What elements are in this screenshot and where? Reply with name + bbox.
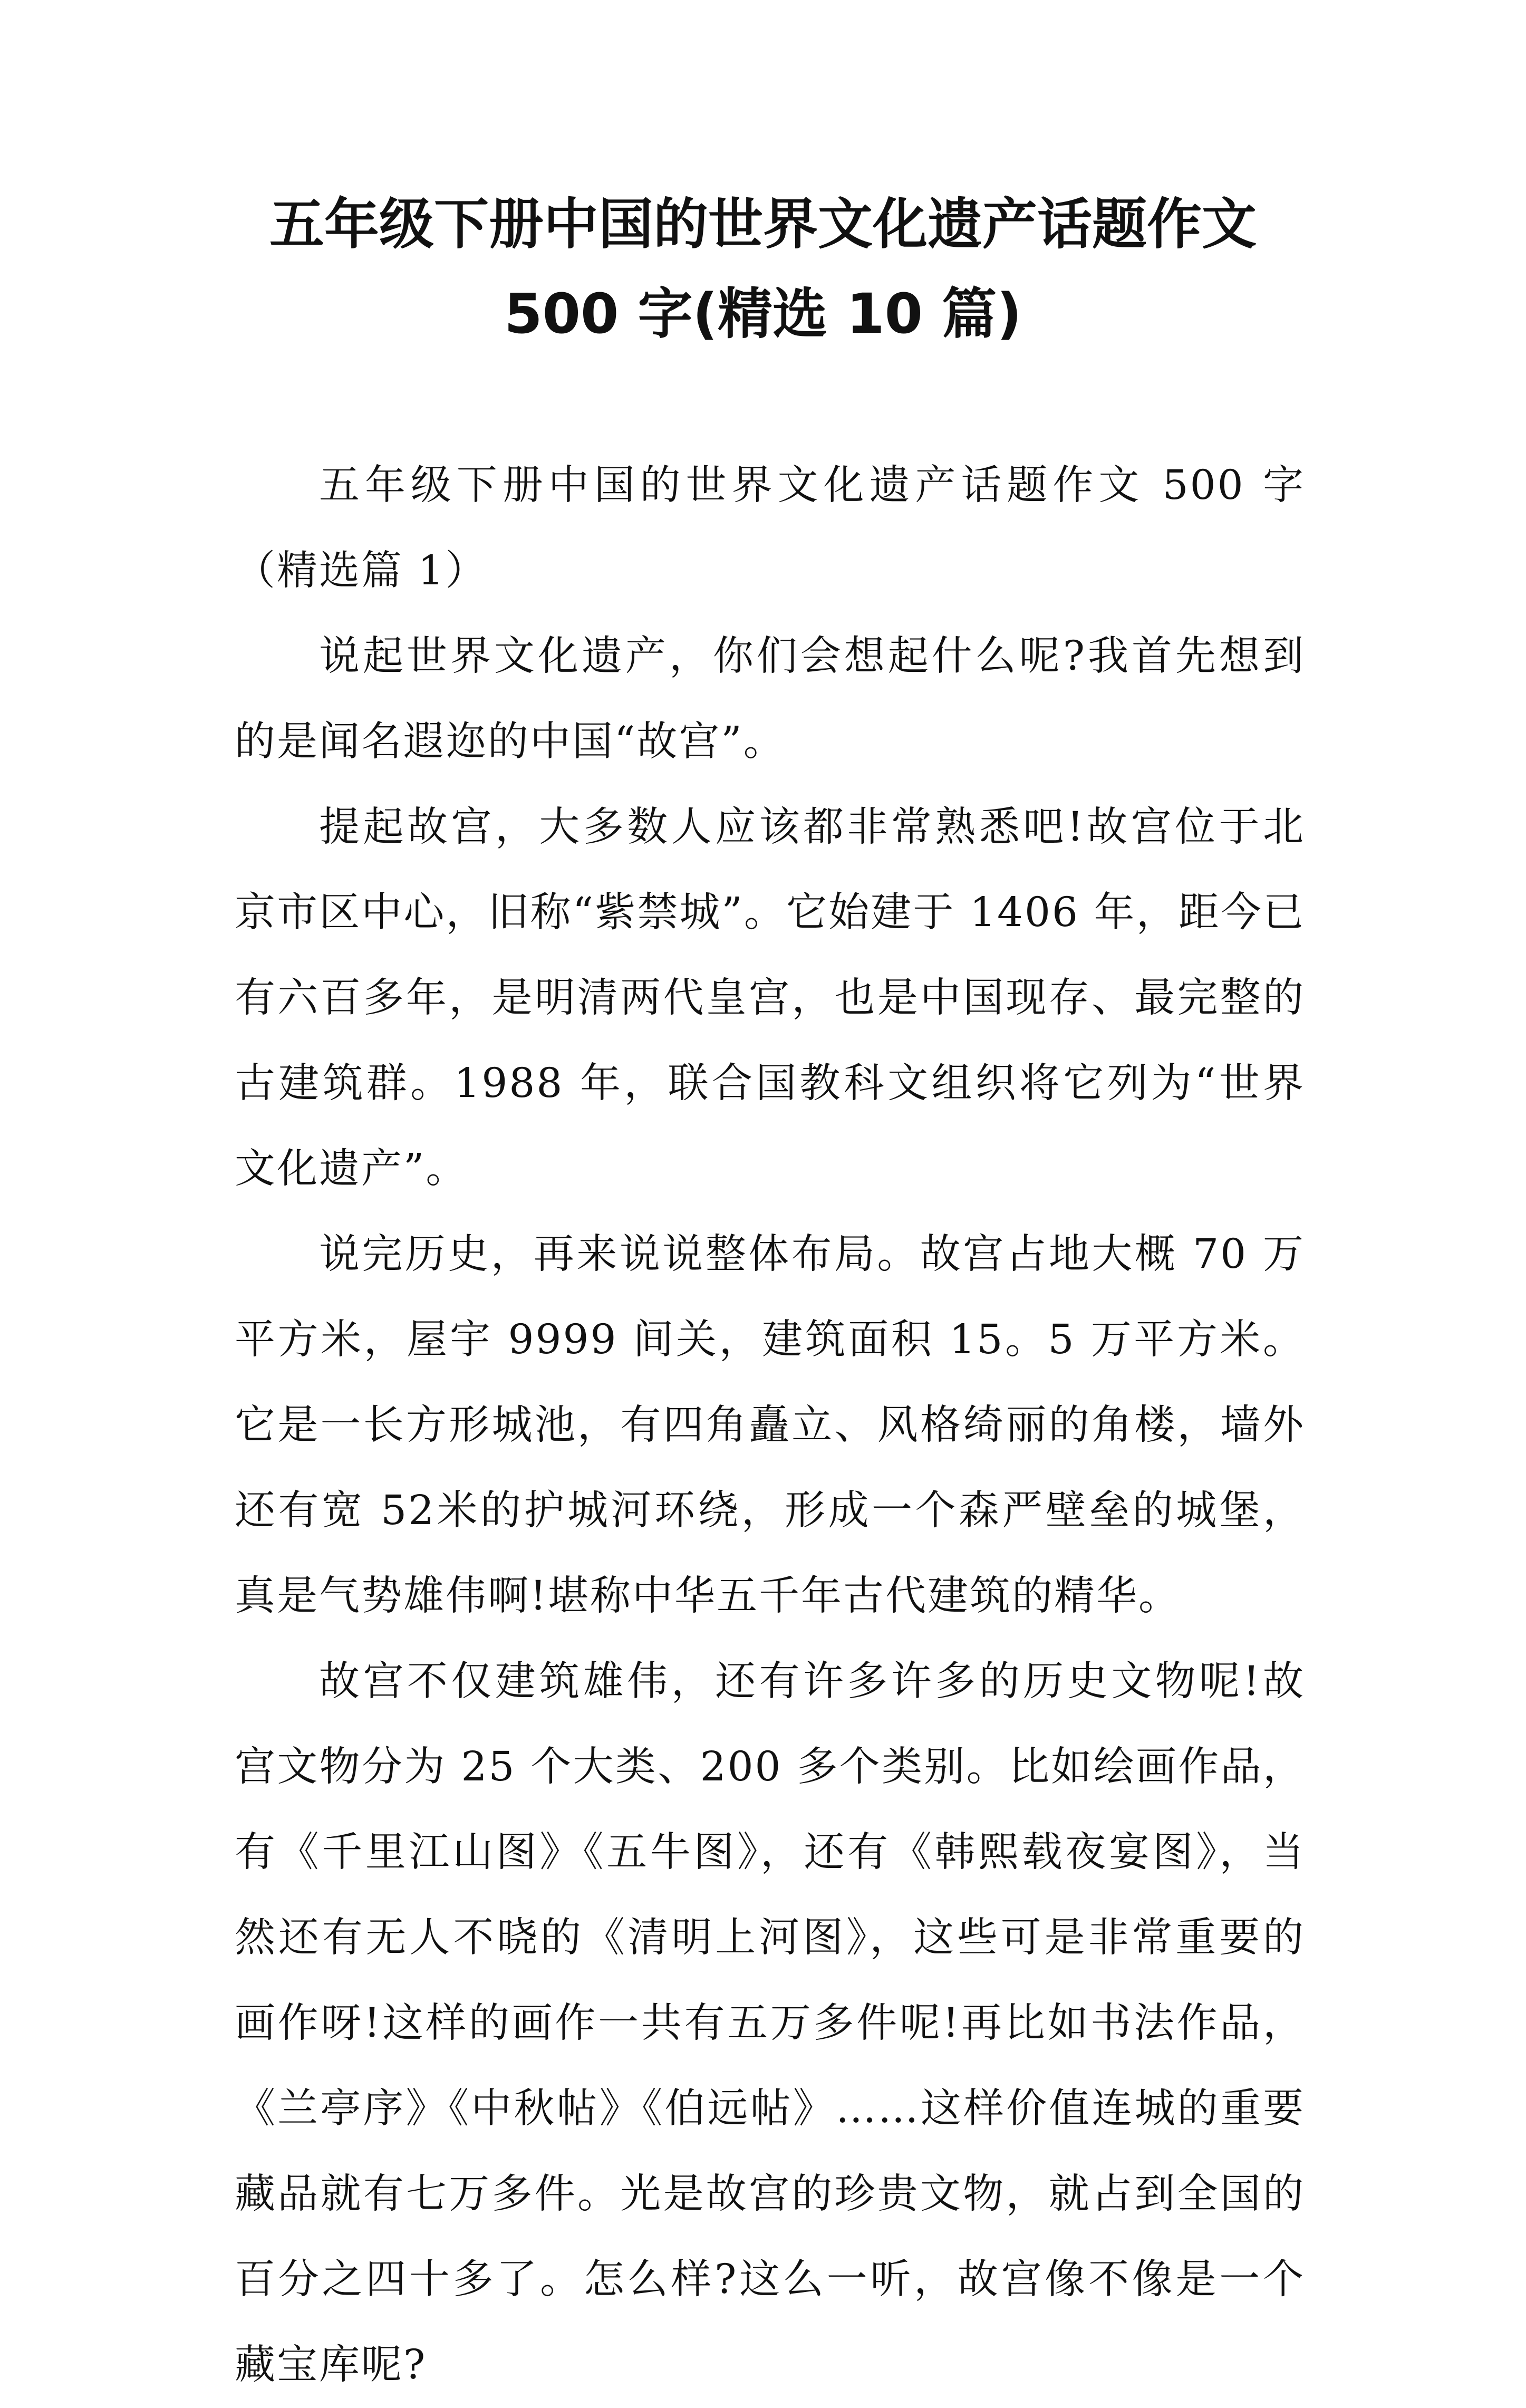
document-title — [200, 179, 1326, 359]
paragraph: 提起故宫，大多数人应该都非常熟悉吧!故宫位于北京市区中心，旧称“紫禁城”。它始建于 1406 年，距今已有六百多年，是明清两代皇宫，也是中国现存、最完整的古建筑群。1988 年，联合国教科文组织将它列为“世界文化遗产”。 — [235, 804, 1305, 1192]
title-line-1: 五年级下册中国的世界文化遗产话题作文 — [269, 192, 1257, 256]
paragraph-heading: 五年级下册中国的世界文化遗产话题作文 500 字（精选篇 1） — [235, 462, 1305, 594]
paragraph: 说完历史，再来说说整体布局。故宫占地大概 70 万平方米，屋宇 9999 间关，建筑面积 15。5 万平方米。它是一长方形城池，有四角矗立、风格绮丽的角楼，墙外还有宽 52米的护城河环绕，形成一个森严壁垒的城堡，真是气势雄伟啊!堪称中华五千年古代建筑的精华。 — [235, 1231, 1305, 1620]
paragraph: 故宫不仅建筑雄伟，还有许多许多的历史文物呢!故宫文物分为 25 个大类、200 多个类别。比如绘画作品，有《千里江山图》《五牛图》，还有《韩熙载夜宴图》，当然还有无人不晓的《清明上河图》，这些可是非常重要的画作呀!这样的画作一共有五万多件呢!再比如书法作品，《兰亭序》《中秋帖》《伯远帖》……这样价值连城的重要藏品就有七万多件。光是故宫的珍贵文物，就占到全国的百分之四十多了。怎么样?这么一听，故宫像不像是一个藏宝库呢? — [235, 1658, 1305, 2388]
paragraph: 说起世界文化遗产，你们会想起什么呢?我首先想到的是闻名遐迩的中国“故宫”。 — [235, 633, 1305, 765]
title-line-2: 500 字(精选 10 篇) — [504, 282, 1022, 346]
document-body — [235, 443, 1305, 2408]
